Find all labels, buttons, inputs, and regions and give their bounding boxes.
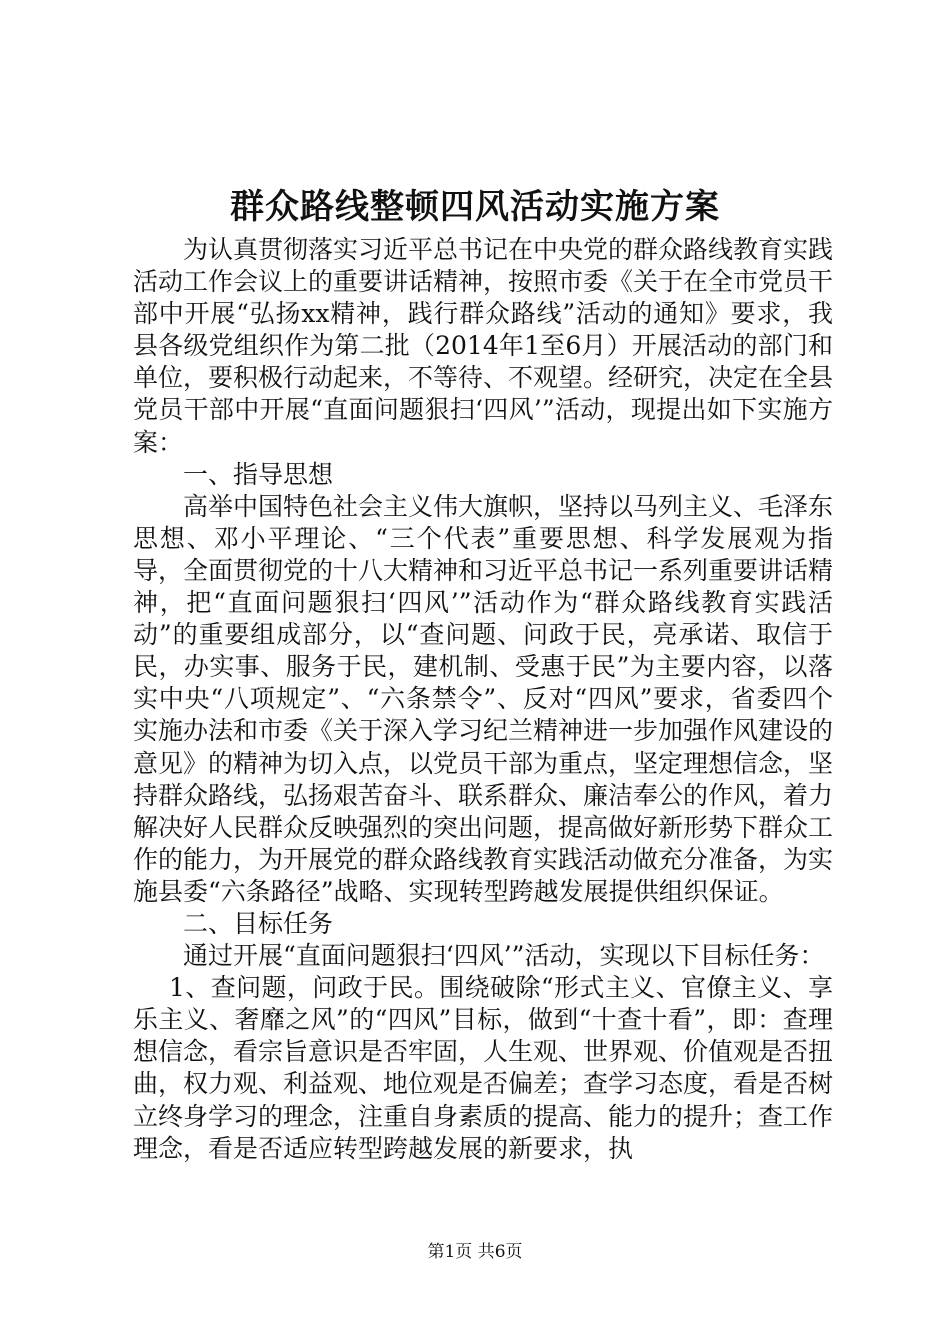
intro-paragraph: 为认真贯彻落实习近平总书记在中央党的群众路线教育实践活动工作会议上的重要讲话精神，按照市委《关于在全市党员干部中开展“弘扬xx精神，践行群众路线”活动的通知》要求，我县各级党组织作为第二批（2014年1至6月）开展活动的部门和单位，要积极行动起来，不等待、不观望。经研究，决定在全县党员干部中开展“直面问题狠扫‘四风’”活动，现提出如下实施方案： [133,235,834,457]
document-title: 群众路线整顿四风活动实施方案 [230,187,720,227]
page-footer: 第1页 共6页 [427,1242,523,1262]
document-body [133,234,833,1165]
section-heading-goals: 二、目标任务 [183,908,334,938]
section-heading-guiding-ideology: 一、指导思想 [183,459,334,489]
goal-item-1: 1、查问题，问政于民。围绕破除“形式主义、官僚主义、享乐主义、奢靡之风”的“四风”目标，做到“十查十看”，即：查理想信念，看宗旨意识是否牢固，人生观、世界观、价值观是否扭曲，权力观、利益观、地位观是否偏差；查学习态度，看是否树立终身学习的理念，注重自身素质的提高、能力的提升；查工作理念，看是否适应转型跨越发展的新要求，执 [133,973,834,1163]
goals-intro-paragraph: 通过开展“直面问题狠扫‘四风’”活动，实现以下目标任务： [183,941,825,971]
guiding-ideology-paragraph: 高举中国特色社会主义伟大旗帜，坚持以马列主义、毛泽东思想、邓小平理论、“三个代表”重要思想、科学发展观为指导，全面贯彻党的十八大精神和习近平总书记一系列重要讲话精神，把“直面问题狠扫‘四风’”活动作为“群众路线教育实践活动”的重要组成部分，以“查问题、问政于民，亮承诺、取信于民，办实事、服务于民，建机制、受惠于民”为主要内容，以落实中央“八项规定”、“六条禁令”、反对“四风”要求，省委四个实施办法和市委《关于深入学习纪兰精神进一步加强作风建设的意见》的精神为切入点，以党员干部为重点，坚定理想信念，坚持群众路线，弘扬艰苦奋斗、联系群众、廉洁奉公的作风，着力解决好人民群众反映强烈的突出问题，提高做好新形势下群众工作的能力，为开展党的群众路线教育实践活动做充分准备，为实施县委“六条路径”战略、实现转型跨越发展提供组织保证。 [133,491,834,906]
